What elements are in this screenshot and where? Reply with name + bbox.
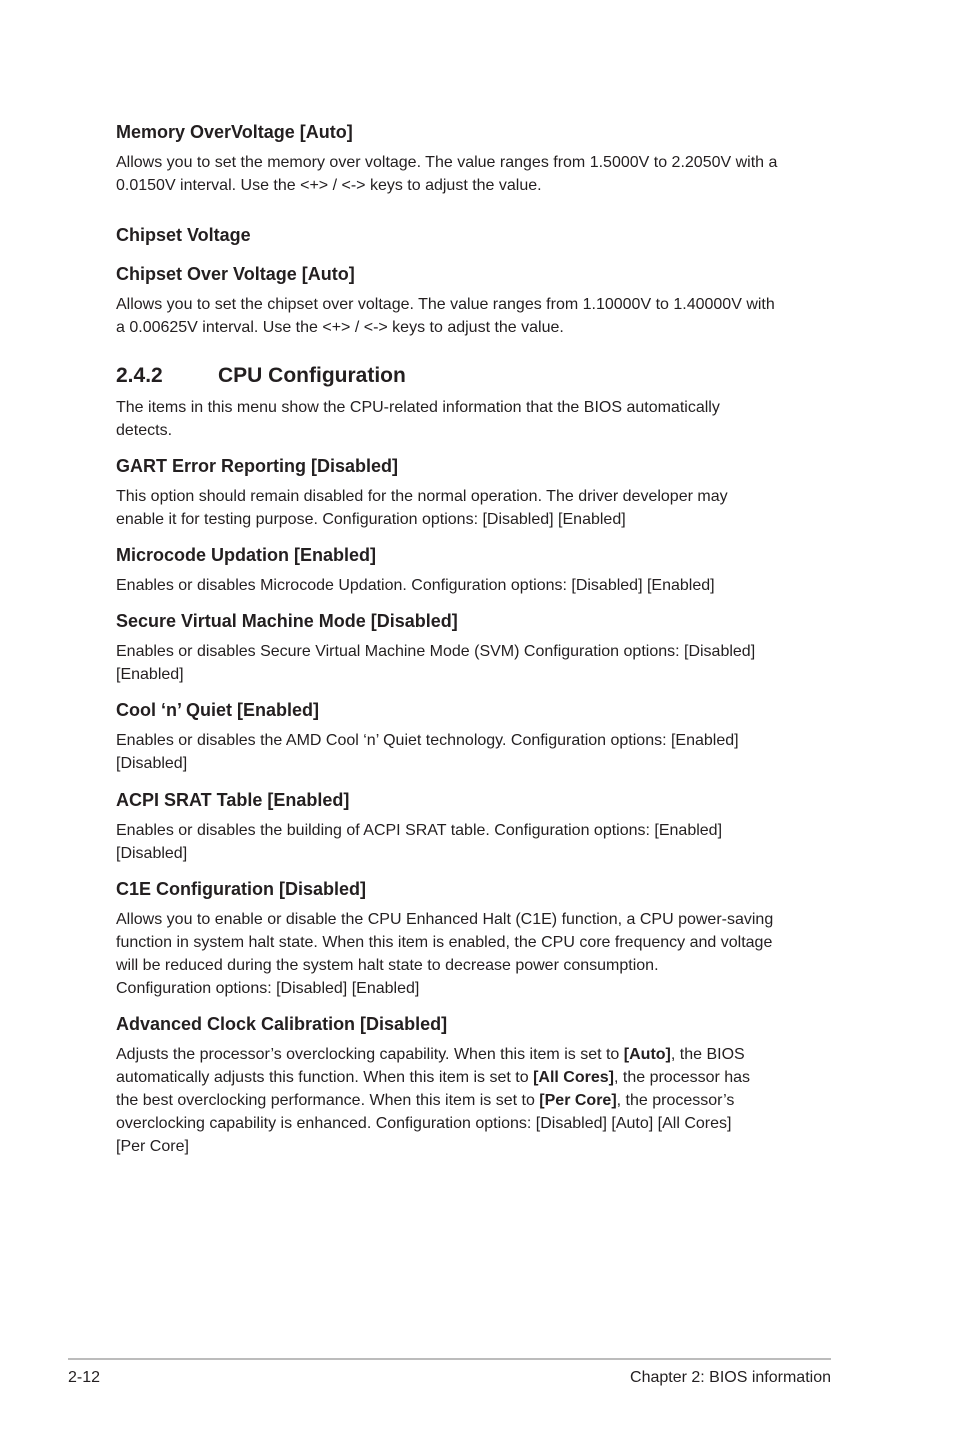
cool-n-quiet-description: Enables or disables the AMD Cool ‘n’ Quiet technology. Configuration options: [Enabled] [Disabled] (116, 732, 739, 772)
chipset-voltage-heading: Chipset Voltage (116, 225, 251, 245)
acpi-srat-description: Enables or disables the building of ACPI SRAT table. Configuration options: [Enabled] [Disabled] (116, 822, 723, 862)
svm-heading: Secure Virtual Machine Mode [Disabled] (116, 611, 458, 631)
memory-overvoltage-heading: Memory OverVoltage [Auto] (116, 122, 353, 142)
chipset-overvoltage-description: Allows you to set the chipset over voltage. The value ranges from 1.10000V to 1.40000V with a 0.00625V interval. Use the <+> / <-> keys to adjust the value. (116, 296, 775, 336)
c1e-description: Allows you to enable or disable the CPU Enhanced Halt (C1E) function, a CPU power-saving function in system halt state. When this item is enabled, the CPU core frequency and voltage will be reduced during the system halt state to decrease power consumption. Configuration options: [Disabled] [Enabled] (116, 911, 774, 997)
page-number: 2-12 (68, 1369, 101, 1386)
gart-heading: GART Error Reporting [Disabled] (116, 456, 399, 476)
cool-n-quiet-heading: Cool ‘n’ Quiet [Enabled] (116, 700, 320, 720)
chapter-title: Chapter 2: BIOS information (630, 1369, 831, 1386)
microcode-heading: Microcode Updation [Enabled] (116, 545, 377, 565)
section-title: CPU Configuration (218, 364, 406, 387)
memory-overvoltage-description: Allows you to set the memory over voltage. The value ranges from 1.5000V to 2.2050V with a 0.0150V interval. Use the <+> / <-> keys to adjust the value. (116, 154, 778, 194)
acc-description: Adjusts the processor’s overclocking capability. When this item is set to [Auto], the BIOS automatically adjusts this function. When this item is set to [All Cores], the processor has the best overclocking performance. When this item is set to [Per Core], the processor’s overclocking capability is enhanced. Configuration options: [Disabled] [Auto] [All Cores] [Per Core] (116, 1046, 751, 1155)
footer-divider (68, 1358, 831, 1360)
microcode-description: Enables or disables Microcode Updation. Configuration options: [Disabled] [Enabled] (116, 577, 715, 594)
section-heading-cpu-configuration (116, 363, 832, 389)
section-number: 2.4.2 (116, 364, 163, 387)
c1e-heading: C1E Configuration [Disabled] (116, 879, 367, 899)
acpi-srat-heading: ACPI SRAT Table [Enabled] (116, 790, 350, 810)
chipset-overvoltage-heading: Chipset Over Voltage [Auto] (116, 264, 355, 284)
cpu-configuration-intro: The items in this menu show the CPU-related information that the BIOS automatically detects. (116, 399, 720, 439)
acc-heading: Advanced Clock Calibration [Disabled] (116, 1014, 448, 1034)
gart-description: This option should remain disabled for the normal operation. The driver developer may enable it for testing purpose. Configuration options: [Disabled] [Enabled] (116, 488, 728, 528)
svm-description: Enables or disables Secure Virtual Machine Mode (SVM) Configuration options: [Disabled] [Enabled] (116, 643, 756, 683)
